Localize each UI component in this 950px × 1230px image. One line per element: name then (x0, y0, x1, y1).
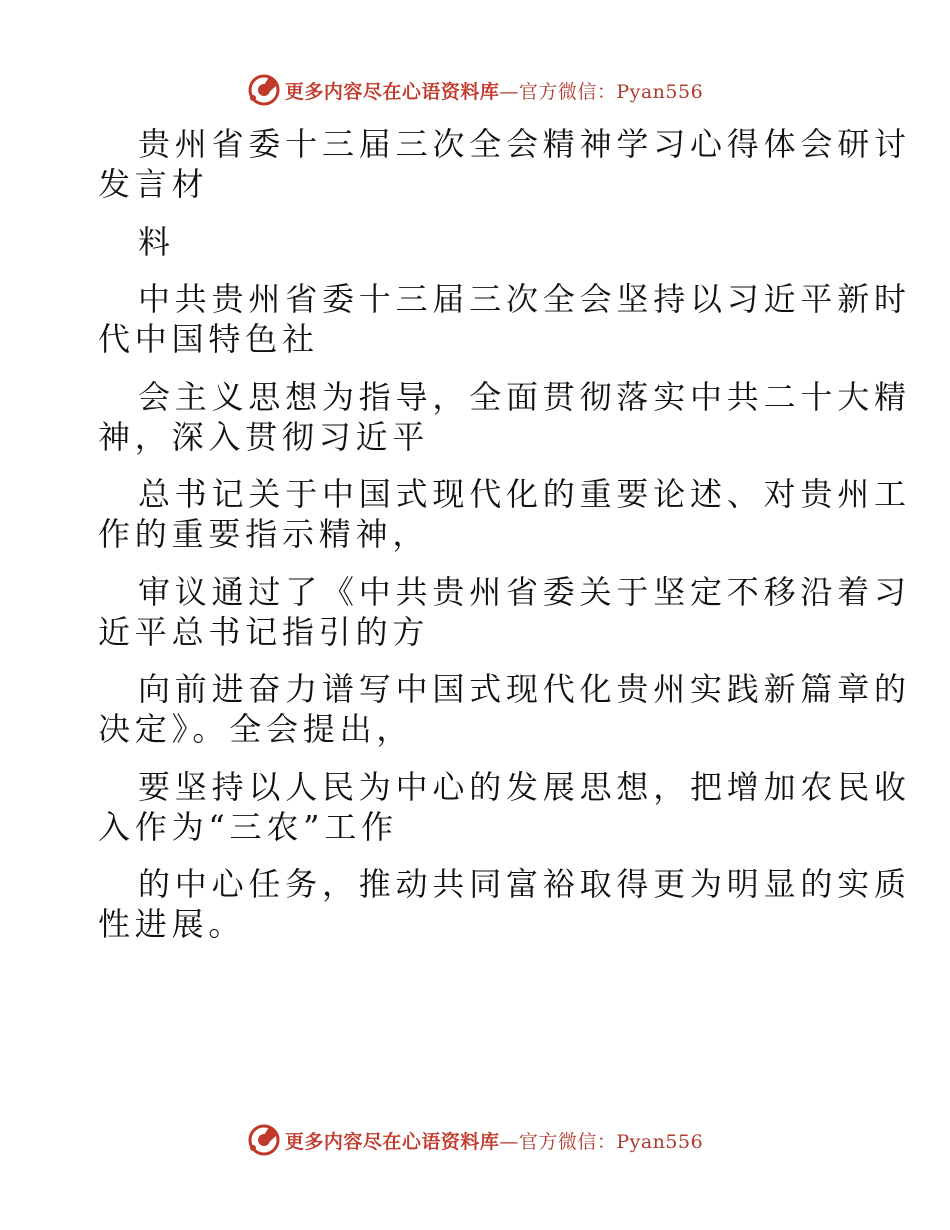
document-body (98, 124, 911, 944)
footer-banner-text (285, 1127, 703, 1154)
doc-line-6: 会主义思想为指导，全面贯彻落实中共二十大精 (138, 377, 911, 416)
header-banner-main: 更多内容尽在心语资料库 (284, 80, 500, 103)
doc-line-4: 中共贵州省委十三届三次全会坚持以习近平新时 (138, 280, 911, 318)
doc-line-5: 代中国特色社 (98, 320, 319, 358)
doc-line-14: 要坚持以人民为中心的发展思想，把增加农民收 (138, 767, 911, 806)
doc-line-16: 的中心任务，推动共同富裕取得更为明显的实质 (138, 865, 911, 903)
doc-line-11: 近平总书记指引的方 (98, 612, 430, 651)
doc-line-10: 审议通过了《中共贵州省委关于坚定不移沿着习 (138, 572, 911, 611)
header-banner-sub: —官方微信：Pyan556 (499, 80, 704, 103)
footer-banner-sub: —官方微信：Pyan556 (499, 1130, 704, 1153)
doc-line-8: 总书记关于中国式现代化的重要论述、对贵州工 (138, 475, 911, 513)
brand-logo-icon (247, 1123, 281, 1157)
header-banner-text (285, 77, 703, 104)
brand-logo-icon (247, 73, 281, 107)
doc-line-12: 向前进奋力谱写中国式现代化贵州实践新篇章的 (138, 670, 911, 708)
doc-line-3: 料 (138, 222, 175, 261)
header-banner (0, 70, 950, 110)
doc-line-7: 神，深入贯彻习近平 (98, 417, 430, 456)
footer-banner (0, 1120, 950, 1160)
doc-line-13: 决定》。全会提出， (98, 710, 414, 748)
doc-line-17: 性进展。 (98, 905, 246, 943)
doc-line-9: 作的重要指示精神， (98, 515, 430, 553)
doc-line-15: 入作为“三农”工作 (98, 807, 398, 846)
footer-banner-main: 更多内容尽在心语资料库 (284, 1130, 500, 1153)
doc-line-2: 发言材 (98, 165, 209, 203)
doc-line-1: 贵州省委十三届三次全会精神学习心得体会研讨 (138, 125, 911, 163)
